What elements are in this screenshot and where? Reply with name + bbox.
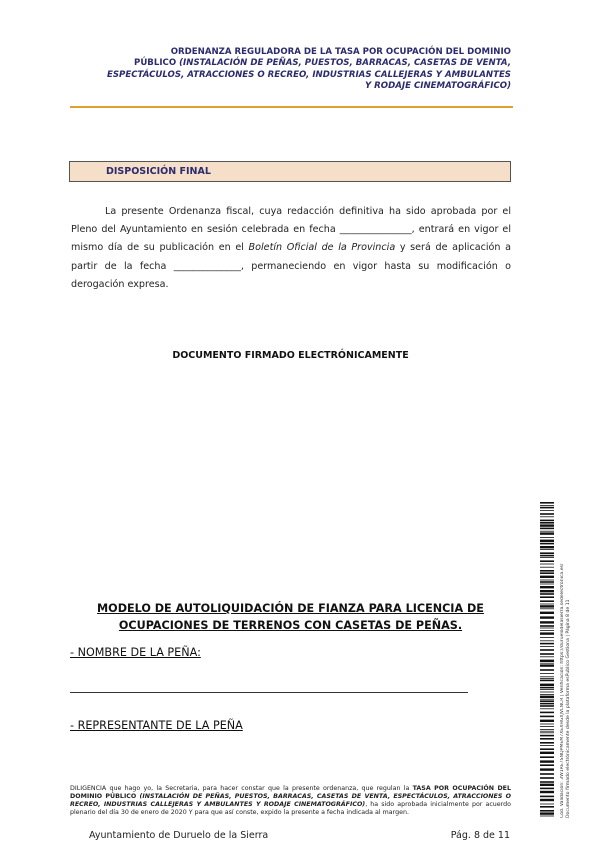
field-label-representante: - REPRESENTANTE DE LA PEÑA — [70, 719, 243, 732]
body-paragraph: La presente Ordenanza fiscal, cuya redacción definitiva ha sido aprobada por el Pleno del Ayuntamiento en sesión celebrada en fecha _______________, entrará en vigor el mismo día de su publicación en el Boletín Oficial de la Provincia y será de aplicación a partir de la fecha ______________, permaneciendo en vigor hasta su modificación o derogación expresa. — [71, 206, 511, 290]
field-label-nombre-pena: - NOMBRE DE LA PEÑA: — [70, 646, 201, 659]
header-line-2: PÚBLICO (INSTALACIÓN DE PEÑAS, PUESTOS, BARRACAS, CASETAS DE VENTA, — [134, 58, 511, 69]
header-line-4: Y RODAJE CINEMATOGRÁFICO) — [364, 81, 511, 92]
header-divider — [70, 106, 513, 108]
signed-notice: DOCUMENTO FIRMADO ELECTRÓNICAMENTE — [172, 350, 409, 361]
diligencia-note: DILIGENCIA que hago yo, la Secretaria, para hacer constar que la presente ordenanza, que regulan la TASA POR OCUPACIÓN DEL DOMINIO PÚBLICO (INSTALACIÓN DE PEÑAS, PUESTOS, BARRACAS, CASETAS DE VENTA, ESPECTÁCULOS, ATRACCIONES O RECREO, INDUSTRIAS CALLEJERAS Y AMBULANTES Y RODAJE CINEMATOGRÁFICO), ha sido aprobada inicialmente por acuerdo plenario del día 30 de enero de 2020 Y para que así conste, expido la presente a fecha indicada al margen. — [70, 785, 511, 817]
section-title: DISPOSICIÓN FINAL — [106, 166, 211, 177]
fill-in-line — [70, 692, 468, 693]
model-title: MODELO DE AUTOLIQUIDACIÓN DE FIANZA PARA LICENCIA DE OCUPACIONES DE TERRENOS CON CASETAS DE PEÑAS. — [97, 602, 484, 632]
document-header — [70, 47, 511, 93]
footer-organization: Ayuntamiento de Duruelo de la Sierra — [89, 830, 269, 841]
validation-barcode — [540, 502, 554, 818]
header-line-3: ESPECTÁCULOS, ATRACCIONES O RECREO, INDUSTRIAS CALLEJERAS Y AMBULANTES — [106, 69, 511, 80]
footer-page-number: Pág. 8 de 11 — [450, 830, 510, 841]
section-heading-box — [69, 161, 511, 182]
header-line-1: ORDENANZA REGULADORA DE LA TASA POR OCUPACIÓN DEL DOMINIO — [170, 47, 511, 57]
validation-side-text: Cód. Validación: 3W1RE7SNQPMEM7XEXHGXJVLNCR | Verificación: https://duruelodelasierra.sedelectronica.es/ Documento firmado electrónicamente desde la plataforma esPublico Gestiona | Página 8 de 11 — [560, 563, 571, 818]
